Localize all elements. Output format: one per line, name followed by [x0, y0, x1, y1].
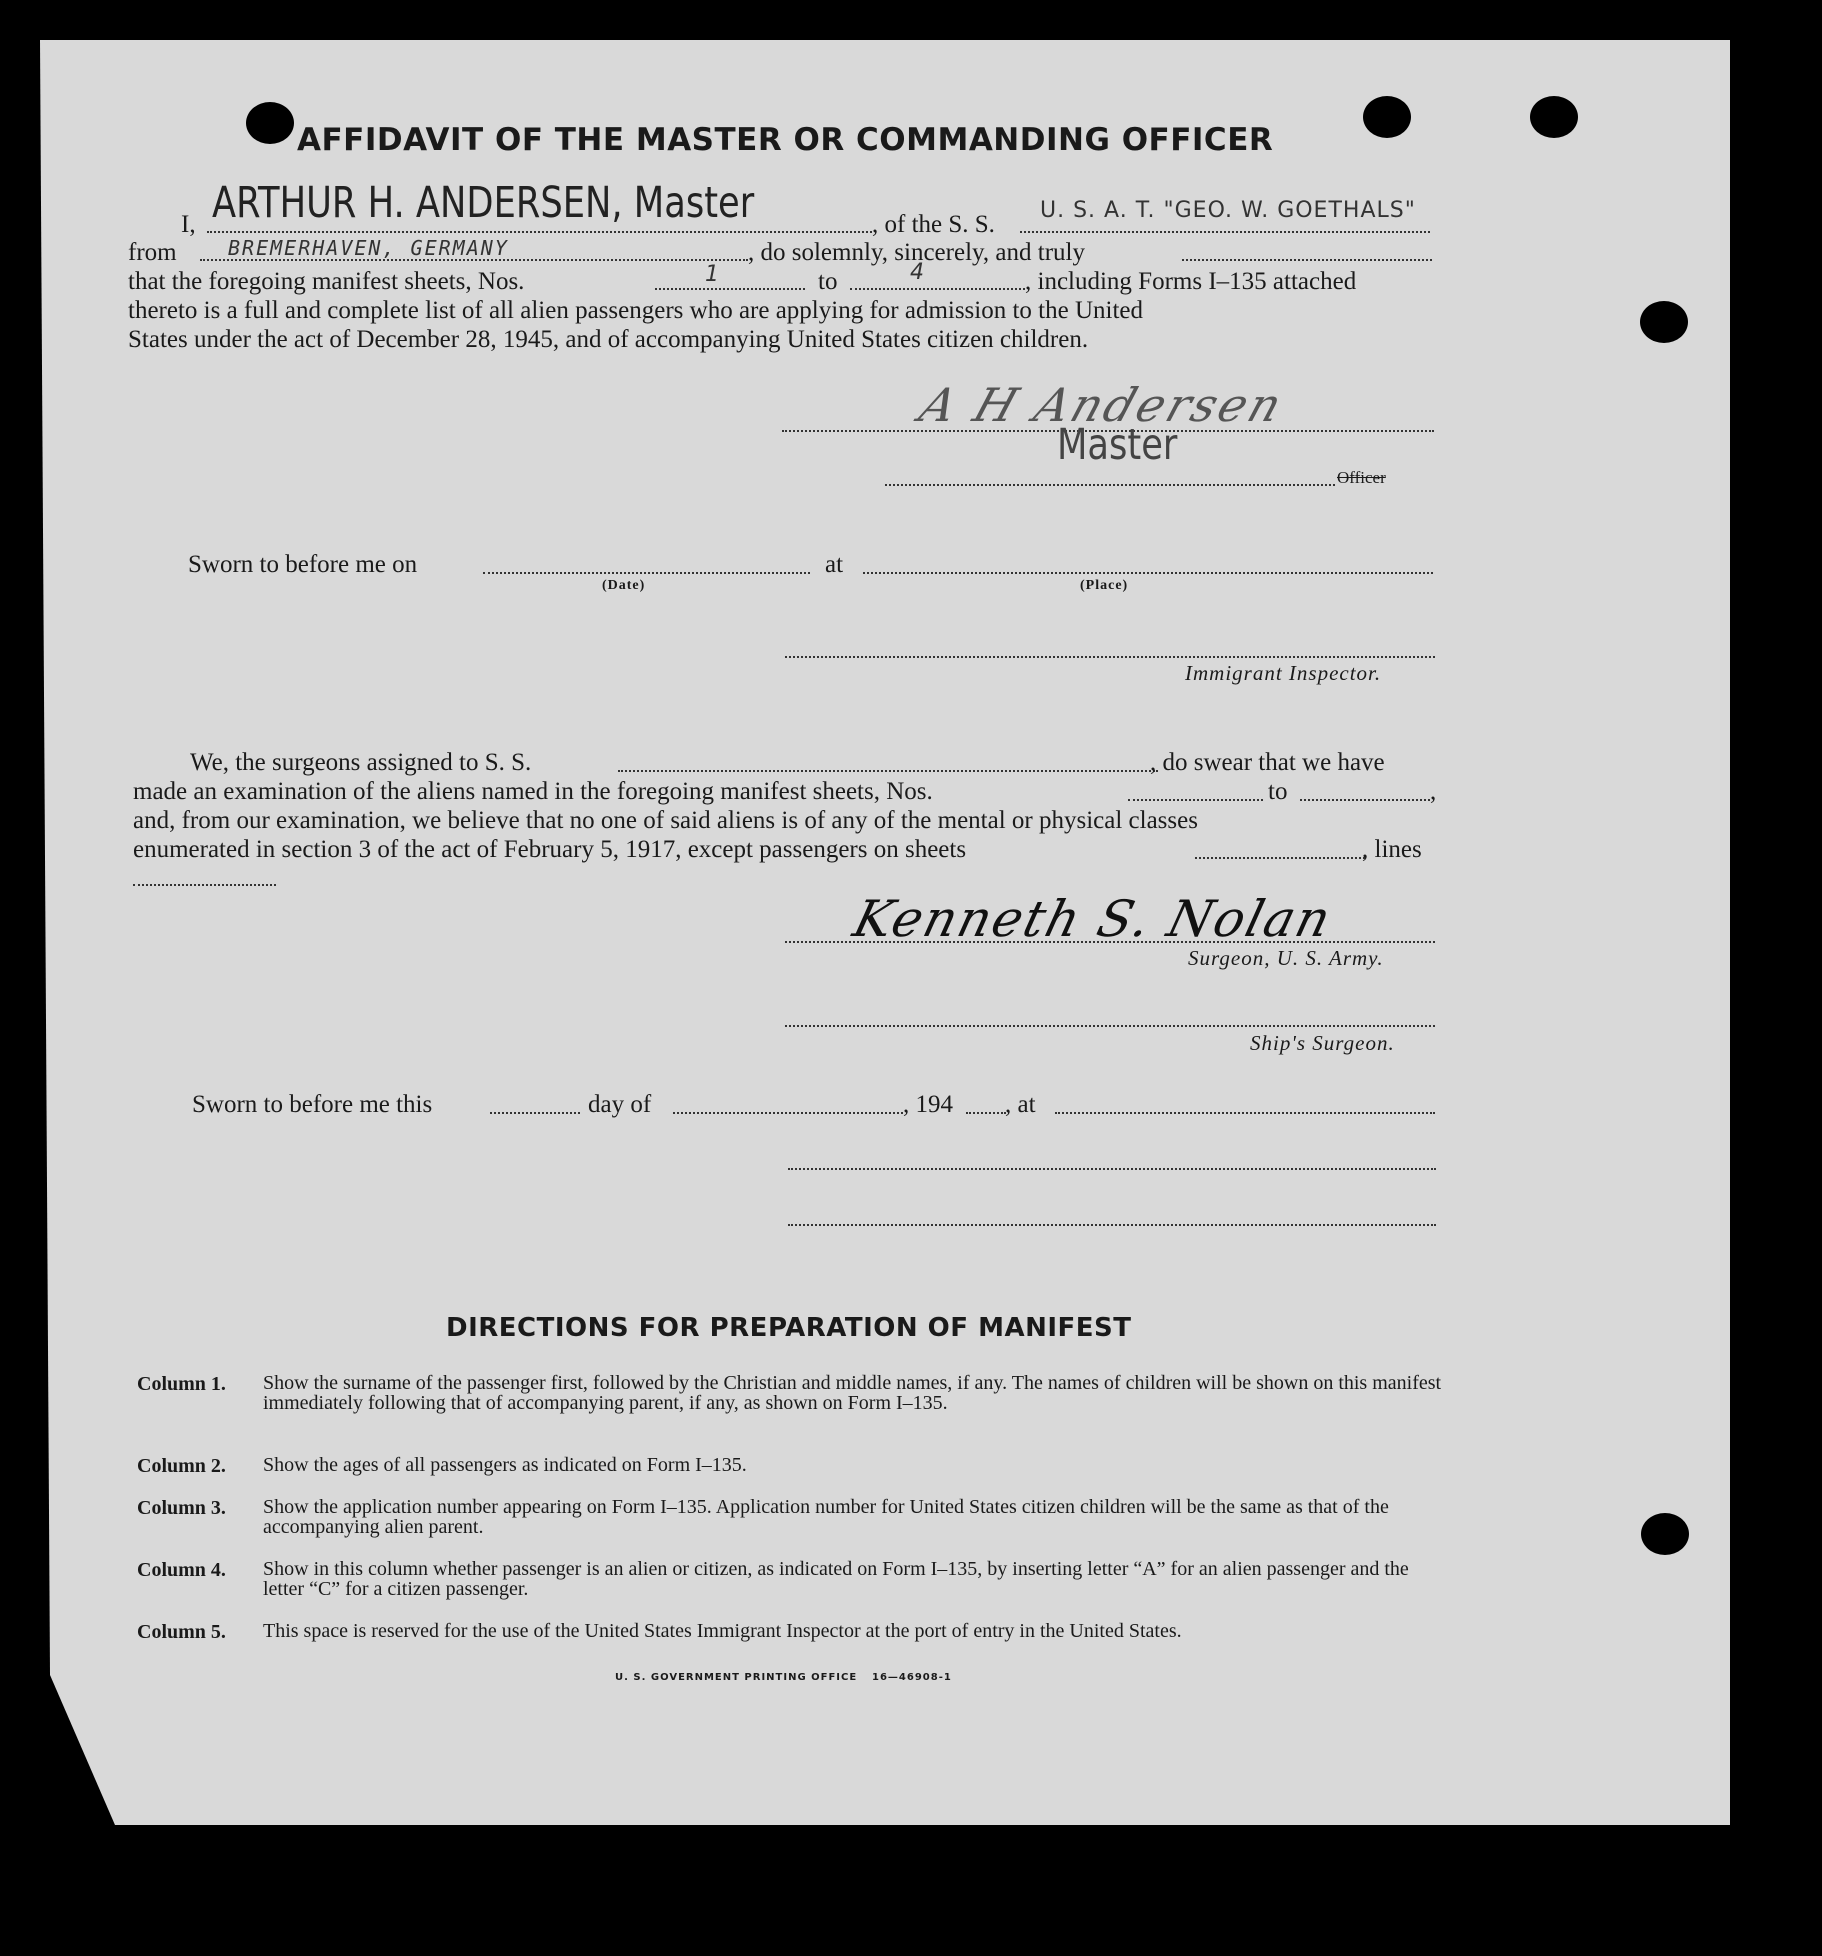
affidavit-line-4: thereto is a full and complete list of all alien passengers who are applying for admission to the United [128, 297, 1144, 324]
place-caption: (Place) [1080, 578, 1129, 593]
sworn-on-label: Sworn to before me on [188, 551, 418, 578]
direction-text: Show the ages of all passengers as indicated on Form I–135. [263, 1454, 747, 1476]
surgeons-line-2-end: , [1430, 778, 1437, 805]
surgeons-to-label: to [1268, 778, 1288, 805]
sworn-place-blank-2 [1055, 1112, 1435, 1114]
affidavit-prefix: I, [181, 211, 196, 238]
sworn-at-label: at [825, 551, 844, 578]
surgeons-sheets-to-blank [1300, 799, 1430, 801]
sworn-date-blank [483, 572, 810, 574]
ship-surgeon-caption: Ship's Surgeon. [1250, 1031, 1395, 1055]
surgeons-line-1b: , do swear that we have [1150, 749, 1385, 776]
except-sheets-blank [1195, 857, 1365, 859]
officer-struck: Officer [1337, 468, 1386, 487]
ship-name: U. S. A. T. "GEO. W. GOETHALS" [1040, 198, 1416, 223]
form-code: 16—46908-1 [872, 1672, 952, 1683]
inspector-caption: Immigrant Inspector. [1185, 661, 1382, 685]
month-blank [673, 1112, 903, 1114]
punch-hole [246, 102, 294, 144]
master-name: ARTHUR H. ANDERSEN, Master [212, 178, 755, 228]
of-ss-label: , of the S. S. [872, 211, 995, 238]
direction-text: This space is reserved for the use of the United States Immigrant Inspector at the port of entry in the United States. [263, 1620, 1182, 1642]
printer-imprint: U. S. GOVERNMENT PRINTING OFFICE [615, 1672, 858, 1683]
master-signature: A H Andersen [913, 378, 1292, 432]
to-label: to [818, 268, 838, 295]
ship-surgeon-signature-line [785, 1025, 1435, 1027]
punch-hole [1640, 301, 1688, 343]
solemnly-blank [1182, 259, 1432, 261]
affidavit-line-5: States under the act of December 28, 1945, and of accompanying United States citizen children. [128, 326, 1089, 353]
directions-title: DIRECTIONS FOR PREPARATION OF MANIFEST [446, 1313, 1132, 1343]
punch-hole [1363, 96, 1411, 138]
surgeons-line-4b: , lines [1362, 836, 1422, 863]
solemnly-text: , do solemnly, sincerely, and truly [748, 239, 1085, 266]
surgeons-line-3: and, from our examination, we believe that no one of said aliens is of any of the mental or physical classes [133, 807, 1198, 834]
year-blank [966, 1112, 1006, 1114]
including-text: , including Forms I–135 attached [1025, 268, 1357, 295]
name-blank [207, 231, 872, 233]
punch-hole [1530, 96, 1578, 138]
sheets-to-blank [850, 288, 1025, 290]
sworn-signature-line-2 [788, 1224, 1436, 1226]
inspector-signature-line [785, 656, 1435, 658]
master-title-stamp: Master [1057, 420, 1178, 470]
sworn-this-label: Sworn to before me this [192, 1091, 433, 1118]
day-of-label: day of [588, 1091, 652, 1118]
surgeons-line-1a: We, the surgeons assigned to S. S. [190, 749, 532, 776]
day-blank [490, 1112, 580, 1114]
direction-text: Show in this column whether passenger is an alien or citizen, as indicated on Form I–135, by inserting letter “A” for an alien passenger and the letter “C” for a citizen passenger. [263, 1558, 1409, 1600]
sworn-place-blank [863, 572, 1433, 574]
surgeons-line-4a: enumerated in section 3 of the act of February 5, 1917, except passengers on sheets [133, 836, 967, 863]
direction-label: Column 3. [137, 1497, 226, 1519]
ship-blank [1020, 231, 1430, 233]
sheets-from-blank [655, 288, 805, 290]
officer-line [885, 484, 1335, 486]
lines-blank [133, 884, 276, 886]
date-caption: (Date) [602, 578, 646, 593]
sworn-signature-line-1 [788, 1168, 1436, 1170]
surgeons-ship-blank [618, 770, 1158, 772]
sheets-from-value: 1 [705, 262, 719, 287]
year-label: , 194 [903, 1091, 953, 1118]
sworn-at-label-2: , at [1005, 1091, 1036, 1118]
sheets-label: that the foregoing manifest sheets, Nos. [128, 268, 525, 295]
from-label: from [128, 239, 177, 266]
army-surgeon-caption: Surgeon, U. S. Army. [1188, 946, 1384, 970]
direction-text: Show the application number appearing on Form I–135. Application number for United States citizen children will be the same as that of the accompanying alien parent. [263, 1496, 1389, 1538]
direction-label: Column 2. [137, 1455, 226, 1477]
surgeons-sheets-from-blank [1128, 799, 1263, 801]
sheets-to-value: 4 [910, 260, 924, 285]
departure-port: BREMERHAVEN, GERMANY [228, 236, 509, 260]
direction-label: Column 1. [137, 1373, 226, 1395]
direction-label: Column 4. [137, 1559, 226, 1581]
punch-hole [1641, 1513, 1689, 1555]
affidavit-title: AFFIDAVIT OF THE MASTER OR COMMANDING OFFICER [297, 122, 1274, 158]
army-surgeon-signature: Kenneth S. Nolan [847, 890, 1339, 948]
direction-text: Show the surname of the passenger first, followed by the Christian and middle names, if any. The names of children will be shown on this manifest immediately following that of accompanying parent, if any, as shown on Form I–135. [263, 1372, 1442, 1414]
surgeons-line-2a: made an examination of the aliens named in the foregoing manifest sheets, Nos. [133, 778, 933, 805]
direction-label: Column 5. [137, 1621, 226, 1643]
